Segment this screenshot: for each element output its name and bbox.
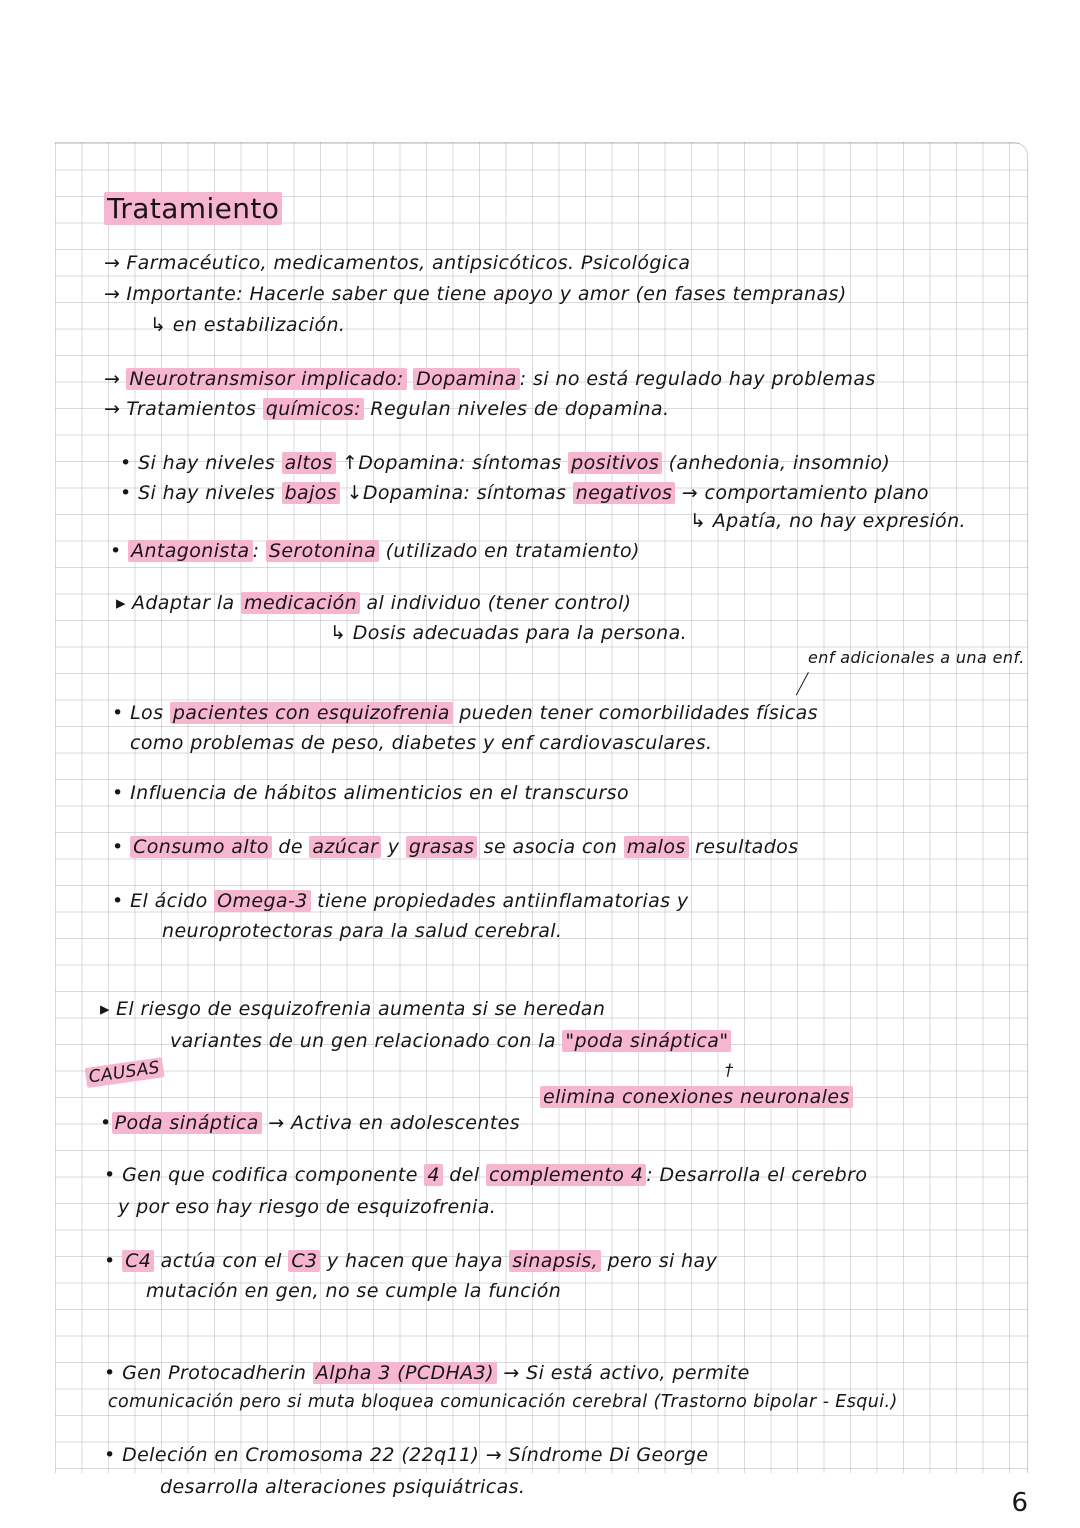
note-text: Si hay niveles bbox=[138, 482, 276, 504]
highlight-text: Serotonina bbox=[266, 540, 379, 562]
note-text: del bbox=[449, 1164, 480, 1186]
note-text: variantes de un gen relacionado con la bbox=[170, 1030, 556, 1052]
note-text: y bbox=[387, 836, 400, 858]
highlight-text: Consumo alto bbox=[130, 836, 272, 858]
note-text: pueden tener comorbilidades físicas bbox=[459, 702, 818, 724]
note-text: El ácido bbox=[130, 890, 208, 912]
note-line-poda bbox=[100, 1112, 520, 1135]
note-line-antagonista bbox=[110, 540, 640, 563]
note-text: ↳ Dosis adecuadas para la persona. bbox=[330, 622, 688, 644]
arrow-icon: ▸ bbox=[116, 592, 126, 614]
note-text: ↓Dopamina: síntomas bbox=[346, 482, 567, 504]
note-text: de bbox=[278, 836, 303, 858]
highlight-text: altos bbox=[282, 452, 336, 474]
note-text: neuroprotectoras para la salud cerebral. bbox=[162, 920, 563, 942]
bullet-icon: • bbox=[104, 1444, 116, 1466]
bullet-icon: • bbox=[112, 702, 124, 724]
note-text: Gen que codifica componente bbox=[122, 1164, 418, 1186]
note-line-gen-c4 bbox=[104, 1164, 867, 1187]
highlight-text: Neurotransmisor implicado: bbox=[126, 368, 406, 390]
note-line-pacientes bbox=[112, 702, 818, 725]
note-text: : Hacerle saber que tiene apoyo y amor (en fases tempranas) bbox=[236, 283, 847, 305]
note-text: : bbox=[252, 540, 260, 562]
note-line-habitos bbox=[112, 782, 629, 805]
bullet-icon: • bbox=[112, 836, 124, 858]
bullet-icon: • bbox=[104, 1250, 116, 1272]
bullet-icon: • bbox=[100, 1112, 112, 1134]
note-text: tiene propiedades antiinflamatorias y bbox=[317, 890, 689, 912]
note-text: Gen Protocadherin bbox=[122, 1362, 307, 1384]
page-number: 6 bbox=[1011, 1488, 1028, 1518]
note-text: Regulan niveles de dopamina. bbox=[370, 398, 670, 420]
highlight-text: Antagonista bbox=[128, 540, 253, 562]
highlight-text: azúcar bbox=[309, 836, 381, 858]
note-line-pcdha3 bbox=[104, 1362, 750, 1385]
note-text: desarrolla alteraciones psiquiátricas. bbox=[160, 1476, 526, 1498]
highlight-text: químicos: bbox=[263, 398, 364, 420]
highlight-text: sinapsis, bbox=[509, 1250, 601, 1272]
note-line-c4 bbox=[104, 1250, 717, 1273]
note-text: ↳ en estabilización. bbox=[150, 314, 346, 336]
highlight-text: 4 bbox=[424, 1164, 443, 1186]
note-line-riesgo bbox=[100, 998, 605, 1021]
highlight-text: Poda sináptica bbox=[112, 1112, 262, 1134]
highlight-text: complemento 4 bbox=[486, 1164, 646, 1186]
note-line-delecion-2 bbox=[160, 1476, 525, 1499]
note-line-pcdha3-2 bbox=[108, 1392, 898, 1413]
note-text: → comportamiento plano bbox=[681, 482, 929, 504]
bullet-icon: • bbox=[120, 452, 132, 474]
note-line-gen-c4-2 bbox=[118, 1196, 496, 1219]
dagger-mark: † bbox=[725, 1060, 734, 1079]
highlight-text: medicación bbox=[241, 592, 360, 614]
note-line-farmaceutico bbox=[104, 252, 690, 275]
note-text: pero si hay bbox=[607, 1250, 718, 1272]
note-text: y hacen que haya bbox=[326, 1250, 503, 1272]
arrow-icon: ▸ bbox=[100, 998, 110, 1020]
highlight-text: Dopamina bbox=[413, 368, 520, 390]
note-text: Adaptar la bbox=[131, 592, 235, 614]
highlight-text: Omega-3 bbox=[214, 890, 311, 912]
note-text: como problemas de peso, diabetes y enf cardiovasculares. bbox=[130, 732, 713, 754]
note-text: → Activa en adolescentes bbox=[268, 1112, 521, 1134]
highlight-text: pacientes con esquizofrenia bbox=[170, 702, 453, 724]
highlight-text: C4 bbox=[122, 1250, 154, 1272]
highlight-text: C3 bbox=[288, 1250, 320, 1272]
note-line-delecion bbox=[104, 1444, 708, 1467]
note-line-consumo bbox=[112, 836, 799, 859]
note-text: actúa con el bbox=[160, 1250, 282, 1272]
arrow-icon: → bbox=[104, 398, 121, 420]
note-line-bajos bbox=[120, 482, 929, 505]
highlight-text: CAUSAS bbox=[85, 1057, 165, 1088]
note-line-neurotransmisor bbox=[104, 368, 876, 391]
note-text: al individuo (tener control) bbox=[366, 592, 632, 614]
highlight-text: elimina conexiones neuronales bbox=[540, 1086, 853, 1108]
highlight-text: malos bbox=[624, 836, 689, 858]
note-text: resultados bbox=[695, 836, 799, 858]
arrow-icon: → bbox=[104, 283, 121, 305]
page-title bbox=[104, 192, 282, 226]
note-text: Los bbox=[130, 702, 164, 724]
note-text: se asocia con bbox=[483, 836, 618, 858]
highlight-text: Alpha 3 (PCDHA3) bbox=[313, 1362, 497, 1384]
bullet-icon: • bbox=[104, 1362, 116, 1384]
note-text: y por eso hay riesgo de esquizofrenia. bbox=[118, 1196, 497, 1218]
note-text: Influencia de hábitos alimenticios en el transcurso bbox=[130, 782, 629, 804]
grid-paper-sheet bbox=[55, 142, 1028, 1473]
note-text: Si hay niveles bbox=[138, 452, 276, 474]
note-line-omega-2 bbox=[162, 920, 562, 943]
note-text: enf adicionales a una enf. bbox=[808, 648, 1025, 667]
note-text: ↑Dopamina: síntomas bbox=[341, 452, 562, 474]
note-line-c4-2 bbox=[146, 1280, 561, 1303]
bullet-icon: • bbox=[112, 782, 124, 804]
note-line-quimicos bbox=[104, 398, 669, 421]
arrow-icon: → bbox=[104, 368, 121, 390]
note-line-adaptar bbox=[116, 592, 631, 615]
note-text: (utilizado en tratamiento) bbox=[385, 540, 640, 562]
highlight-text: "poda sináptica" bbox=[562, 1030, 731, 1052]
note-line-pacientes-2 bbox=[130, 732, 712, 755]
note-line-importante bbox=[104, 283, 847, 306]
note-text: Deleción en Cromosoma 22 (22q11) → Síndrome Di George bbox=[122, 1444, 709, 1466]
highlight-text: bajos bbox=[282, 482, 341, 504]
note-line-dosis bbox=[330, 622, 687, 645]
note-text: ↳ Apatía, no hay expresión. bbox=[690, 510, 966, 532]
note-text: (anhedonia, insomnio) bbox=[668, 452, 891, 474]
note-line-altos bbox=[120, 452, 890, 475]
note-text: : si no está regulado hay problemas bbox=[519, 368, 876, 390]
note-text: mutación en gen, no se cumple la función bbox=[146, 1280, 562, 1302]
note-line-omega bbox=[112, 890, 689, 913]
note-text: Tratamientos bbox=[126, 398, 257, 420]
note-text: : Desarrolla el cerebro bbox=[646, 1164, 868, 1186]
title-text: Tratamiento bbox=[104, 192, 282, 225]
note-line-apatia bbox=[690, 510, 966, 533]
bullet-icon: • bbox=[120, 482, 132, 504]
note-line-estabilizacion bbox=[150, 314, 345, 337]
note-text: → Si está activo, permite bbox=[503, 1362, 750, 1384]
highlight-text: positivos bbox=[568, 452, 662, 474]
note-comorbilidad-definition bbox=[808, 648, 1025, 667]
note-line-elimina bbox=[540, 1086, 853, 1109]
bullet-icon: • bbox=[110, 540, 122, 562]
bullet-icon: • bbox=[112, 890, 124, 912]
note-text: comunicación pero si muta bloquea comunicación cerebral (Trastorno bipolar - Esqui.) bbox=[108, 1392, 898, 1412]
note-line-riesgo-2 bbox=[170, 1030, 731, 1053]
highlight-text: grasas bbox=[406, 836, 477, 858]
note-text: Farmacéutico, medicamentos, antipsicóticos. Psicológica bbox=[126, 252, 691, 274]
arrow-icon: → bbox=[104, 252, 121, 274]
note-text: El riesgo de esquizofrenia aumenta si se heredan bbox=[115, 998, 606, 1020]
bullet-icon: • bbox=[104, 1164, 116, 1186]
note-text: Importante bbox=[126, 283, 237, 305]
highlight-text: negativos bbox=[573, 482, 676, 504]
